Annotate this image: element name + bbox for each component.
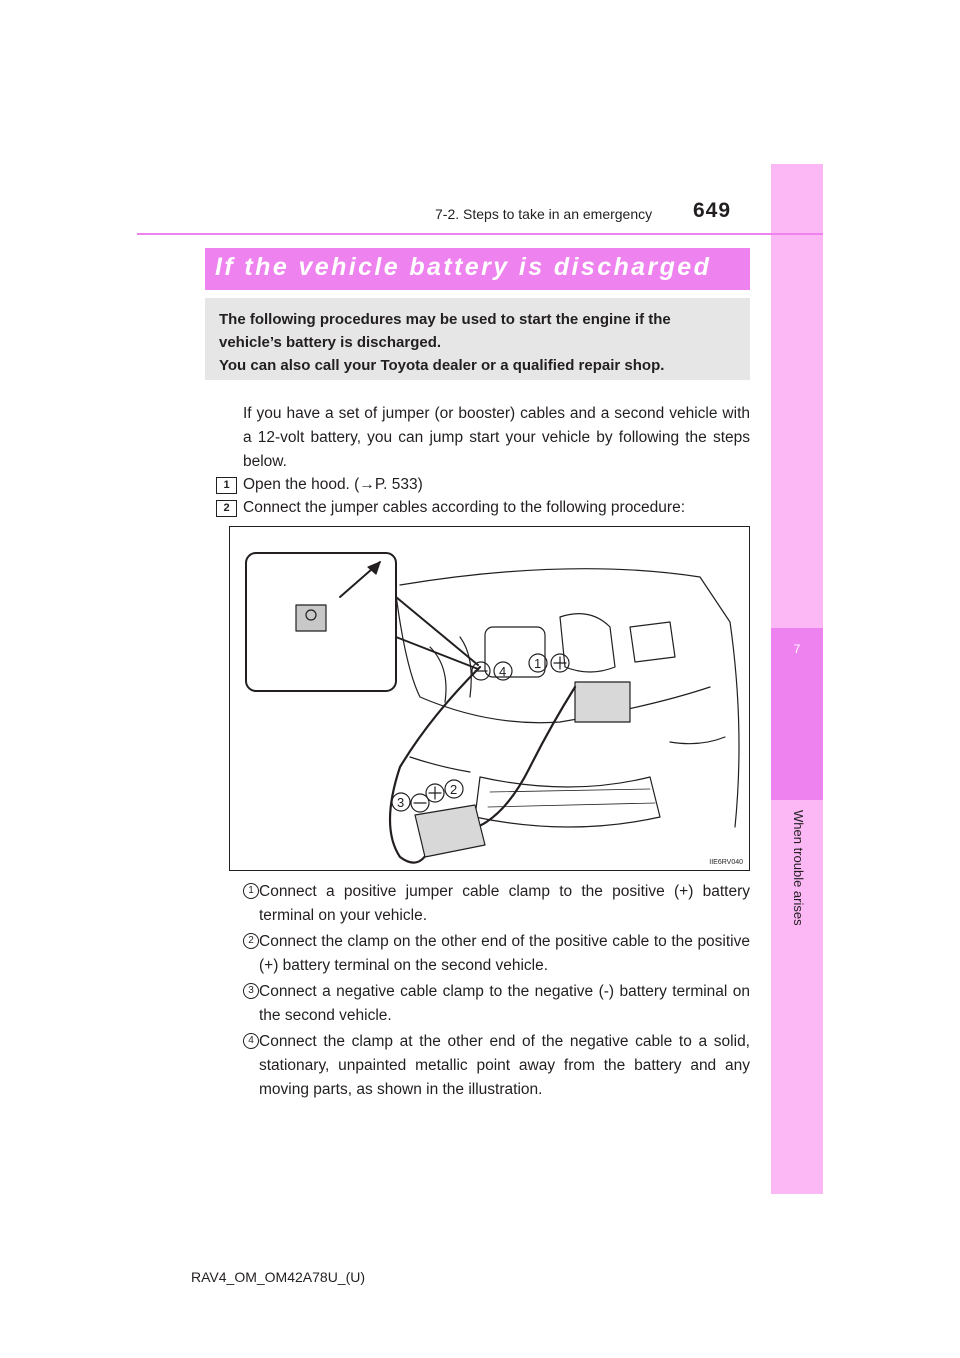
step-1	[216, 476, 423, 494]
sub-item-number: 2	[243, 933, 259, 949]
chapter-label: When trouble arises	[791, 810, 806, 926]
sub-item-number: 1	[243, 883, 259, 899]
sub-item-4	[243, 1030, 750, 1102]
step-text: Connect the jumper cables according to the following procedure:	[243, 499, 686, 516]
step-text: Open the hood. (→P. 533)	[243, 476, 423, 493]
body-paragraph: If you have a set of jumper (or booster) cables and a second vehicle with a 12-volt battery, you can jump start your vehicle by following the steps below.	[243, 405, 750, 470]
step-number-box: 2	[216, 500, 237, 517]
jump-start-illustration	[229, 526, 750, 871]
intro-line: You can also call your Toyota dealer or a qualified repair shop.	[219, 357, 665, 374]
sub-item-text: Connect a negative cable clamp to the negative (-) battery terminal on the second vehicle.	[259, 983, 750, 1024]
grille	[475, 777, 660, 827]
section-heading: 7-2. Steps to take in an emergency	[435, 206, 653, 222]
sub-item-number: 4	[243, 1033, 259, 1049]
svg-text:1: 1	[534, 656, 542, 671]
intro-line: vehicle’s battery is discharged.	[219, 334, 442, 351]
chapter-number: 7	[793, 642, 801, 656]
svg-text:3: 3	[397, 795, 405, 810]
vehicle-battery	[575, 682, 630, 722]
intro-line: The following procedures may be used to start the engine if the	[219, 311, 671, 328]
step-number-box: 1	[216, 477, 237, 494]
sub-item-1	[243, 880, 750, 928]
sub-item-2	[243, 930, 750, 978]
step-2	[216, 499, 685, 517]
illustration-code: IIE6RV040	[709, 859, 743, 866]
second-battery	[415, 805, 485, 857]
document-code: RAV4_OM_OM42A78U_(U)	[191, 1269, 366, 1285]
svg-text:2: 2	[450, 782, 458, 797]
positive-cable	[460, 687, 575, 832]
ground-bolt	[296, 605, 326, 631]
sub-item-3	[243, 980, 750, 1028]
header-rule	[137, 233, 823, 235]
sub-item-number: 3	[243, 983, 259, 999]
page-title: If the vehicle battery is discharged	[215, 253, 712, 281]
page-number: 649	[693, 199, 732, 222]
sub-item-text: Connect the clamp at the other end of the negative cable to a solid, stationary, unpainted metallic point away from the battery and any moving parts, as shown in the illustration.	[259, 1033, 750, 1098]
intro-box	[205, 298, 750, 380]
sub-item-text: Connect the clamp on the other end of the positive cable to the positive (+) battery terminal on the second vehicle.	[259, 933, 750, 974]
sub-item-text: Connect a positive jumper cable clamp to the positive (+) battery terminal on your vehicle.	[259, 883, 750, 924]
svg-text:4: 4	[499, 664, 507, 679]
engine-bay-drawing	[230, 527, 750, 871]
